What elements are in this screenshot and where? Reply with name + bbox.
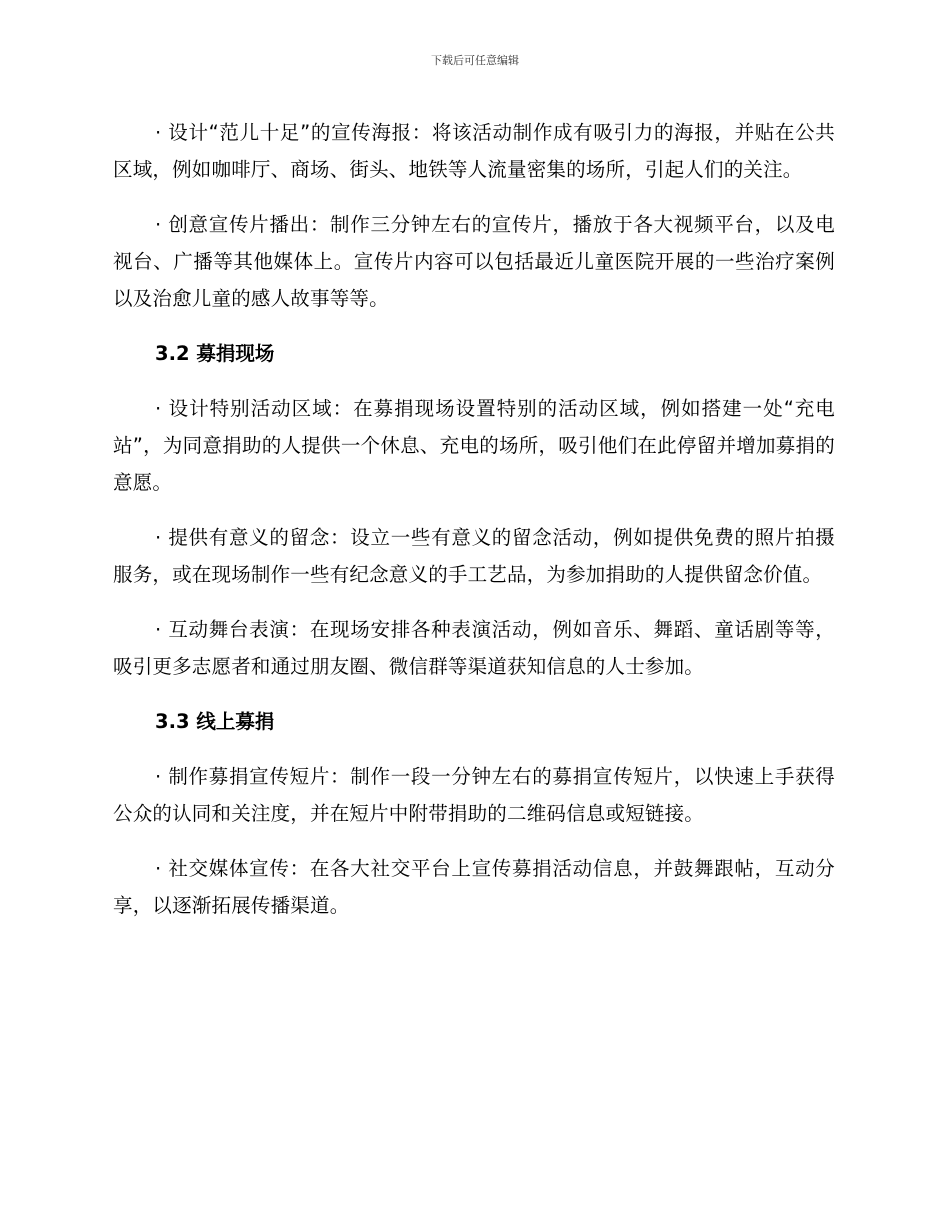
paragraph-poster: · 设计“范儿十足”的宣传海报：将该活动制作成有吸引力的海报，并贴在公共区域，例如咖啡厅、商场、街头、地铁等人流量密集的场所，引起人们的关注。 — [113, 121, 835, 181]
paragraph-stage-performance: · 互动舞台表演：在现场安排各种表演活动，例如音乐、舞蹈、童话剧等等，吸引更多志愿者和通过朋友圈、微信群等渠道获知信息的人士参加。 — [113, 618, 835, 678]
paragraph-souvenir: · 提供有意义的留念：设立一些有意义的留念活动，例如提供免费的照片拍摄服务，或在现场制作一些有纪念意义的手工艺品，为参加捐助的人提供留念价值。 — [113, 526, 835, 586]
paragraph-social-media: · 社交媒体宣传：在各大社交平台上宣传募捐活动信息，并鼓舞跟帖，互动分享，以逐渐拓展传播渠道。 — [113, 857, 835, 917]
paragraph-activity-area: · 设计特别活动区域：在募捐现场设置特别的活动区域，例如搭建一处“充电站”，为同意捐助的人提供一个休息、充电的场所，吸引他们在此停留并增加募捐的意愿。 — [113, 397, 835, 494]
section-heading-fundraising-site: 3.2 募捐现场 — [155, 342, 275, 365]
document-body — [113, 114, 835, 942]
section-heading-online-fundraising: 3.3 线上募捐 — [155, 710, 275, 733]
page-header: 下载后可任意编辑 — [431, 54, 519, 67]
paragraph-promo-video: · 创意宣传片播出：制作三分钟左右的宣传片，播放于各大视频平台，以及电视台、广播等其他媒体上。宣传片内容可以包括最近儿童医院开展的一些治疗案例以及治愈儿童的感人故事等等。 — [113, 213, 835, 310]
paragraph-short-video: · 制作募捐宣传短片：制作一段一分钟左右的募捐宣传短片，以快速上手获得公众的认同和关注度，并在短片中附带捐助的二维码信息或短链接。 — [113, 765, 835, 825]
